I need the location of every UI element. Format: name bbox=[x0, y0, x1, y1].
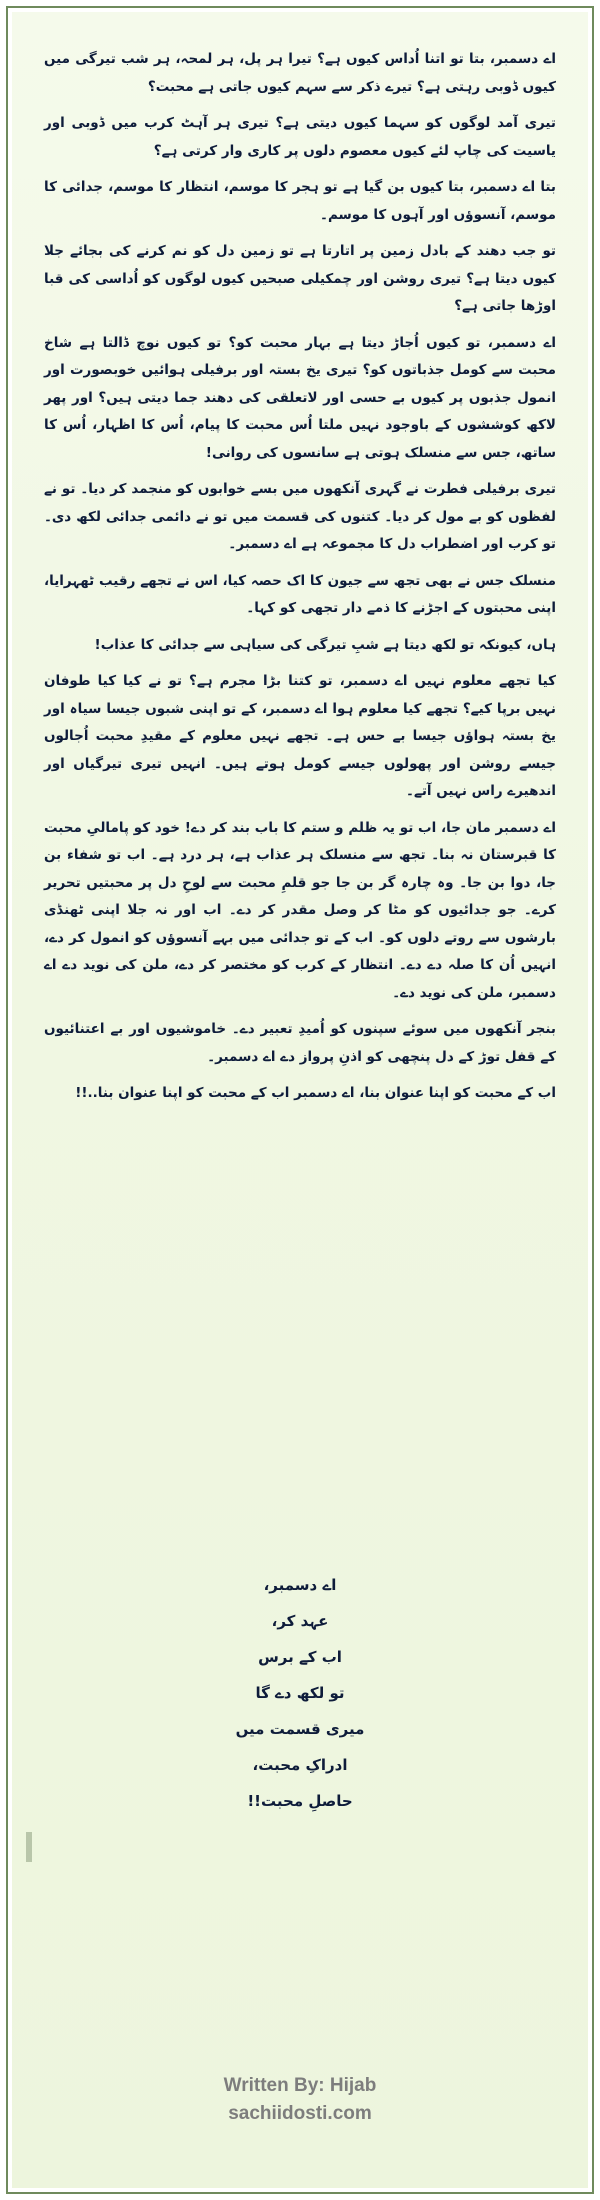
paragraph-11: بنجر آنکھوں میں سوئے سپنوں کو اُمیدِ تعبیر دے۔ خاموشیوں اور بے اعتنائیوں کے قفل توڑ کے دل پنچھی کو اذنِ پرواز دے اے دسمبر۔ bbox=[44, 1021, 556, 1065]
paragraph-5: اے دسمبر، تو کیوں اُجاڑ دیتا ہے بہار محبت کو؟ تو کیوں نوچ ڈالتا ہے شاخ محبت سے کومل جذباتوں کو؟ تیری یخ بستہ اور برفیلی ہوائیں خوبصورت اور انمول جذبوں پر کیوں بے حسی اور لاتعلقی کی دھند جما دیتی ہیں؟ اور پھر لاکھ کوششوں کے باوجود نہیں ملتا اُس محبت کا پیام، اُس کا اظہار، اُس کا ساتھ، جس سے منسلک ہوتی ہے سانسوں کی روانی! bbox=[44, 334, 556, 461]
author-credit: Written By: Hijab bbox=[223, 2075, 377, 2096]
paragraph-4: تو جب دھند کے بادل زمین پر اتارتا ہے تو زمین دل کو نم کرنے کی بجائے جلا کیوں دیتا ہے؟ تیری روشن اور چمکیلی صبحیں کیوں لوگوں کو اُداسی کی قبا اوڑھا جاتی ہے؟ bbox=[44, 243, 556, 314]
site-credit: sachiidosti.com bbox=[228, 2103, 372, 2124]
article-body bbox=[44, 46, 556, 1117]
article-page bbox=[12, 12, 588, 2188]
paragraph-9: کیا تجھے معلوم نہیں اے دسمبر، تو کتنا بڑا مجرم ہے؟ تو نے کیا کیا طوفان نہیں برپا کیے؟ تجھے کیا معلوم ہوا اے دسمبر، کے تو اپنی شبوں جیسا سیاہ اور یخ بستہ ہواؤں جیسا بے حس ہے۔ تجھے نہیں معلوم کے مقیدِ محبت اُجالوں جیسے روشن اور پھولوں جیسے کومل ہوتے ہیں۔ انہیں تیری تیرگیاں اور اندھیرے راس نہیں آتے۔ bbox=[44, 673, 556, 799]
margin-mark bbox=[26, 1832, 32, 1862]
poem-line-3: اب کے برس bbox=[258, 1648, 342, 1666]
poem-line-6: ادراکِ محبت، bbox=[252, 1756, 348, 1774]
paragraph-3: بتا اے دسمبر، بتا کیوں بن گیا ہے تو ہجر کا موسم، انتظار کا موسم، جدائی کا موسم، آنسوؤں اور آہوں کا موسم۔ bbox=[44, 179, 556, 223]
paragraph-6: تیری برفیلی فطرت نے گہری آنکھوں میں بسے خوابوں کو منجمد کر دیا۔ تو نے لفظوں کو بے مول کر دیا۔ کتنوں کی قسمت میں تو نے دائمی جدائی لکھ دی۔ تو کرب اور اضطراب دل کا مجموعہ ہے اے دسمبر۔ bbox=[44, 481, 556, 552]
poem-line-5: میری قسمت میں bbox=[235, 1720, 365, 1738]
paragraph-10: اے دسمبر مان جا، اب تو یہ ظلم و ستم کا باب بند کر دے! خود کو پامالیِ محبت کا قبرستان نہ بنا۔ تجھ سے منسلک ہر عذاب ہے، ہر درد ہے۔ اب تو شفاء بن جا، دوا بن جا۔ وہ چارہ گر بن جا جو قلمِ محبت سے لوحِ دل پر محبتیں تحریر کرے۔ جو جدائیوں کو مٹا کر وصل مقدر کر دے۔ اب اور نہ جلا اپنی ٹھنڈی بارشوں سے روتے دلوں کو۔ اب کے تو جدائی میں بہے آنسوؤں کو انمول کر دے، انہیں اُن کا صلہ دے دے۔ انتظار کے کرب کو مختصر کر دے، ملن کی نوید دے اے دسمبر، ملن کی نوید دے۔ bbox=[44, 819, 556, 1001]
paragraph-1: اے دسمبر، بتا تو اتنا اُداس کیوں ہے؟ تیرا ہر پل، ہر لمحہ، ہر شب تیرگی میں کیوں ڈوبی رہتی ہے؟ تیرے ذکر سے سہم کیوں جاتی ہے محبت؟ bbox=[44, 51, 556, 95]
credit-block bbox=[12, 2072, 588, 2128]
poem-line-1: اے دسمبر، bbox=[263, 1576, 337, 1594]
poem-line-7: حاصلِ محبت!! bbox=[247, 1792, 353, 1810]
poem-line-4: تو لکھ دے گا bbox=[255, 1684, 345, 1702]
paragraph-2: تیری آمد لوگوں کو سہما کیوں دیتی ہے؟ تیری ہر آہٹ کرب میں ڈوبی اور یاسیت کی چاپ لئے کیوں معصوم دلوں پر کاری وار کرتی ہے؟ bbox=[44, 115, 556, 159]
poem bbox=[12, 1567, 588, 1819]
paragraph-8: ہاں، کیونکہ تو لکھ دیتا ہے شبِ تیرگی کی سیاہی سے جدائی کا عذاب! bbox=[94, 636, 556, 653]
poem-line-2: عہد کر، bbox=[271, 1612, 329, 1630]
paragraph-7: منسلک جس نے بھی تجھ سے جیون کا اک حصہ کیا، اس نے تجھے رقیب ٹھہرایا، اپنی محبتوں کے اجڑنے کا ذمے دار تجھی کو کہا۔ bbox=[44, 572, 556, 616]
paragraph-12: اب کے محبت کو اپنا عنوان بنا، اے دسمبر اب کے محبت کو اپنا عنوان بنا..!! bbox=[75, 1085, 556, 1101]
